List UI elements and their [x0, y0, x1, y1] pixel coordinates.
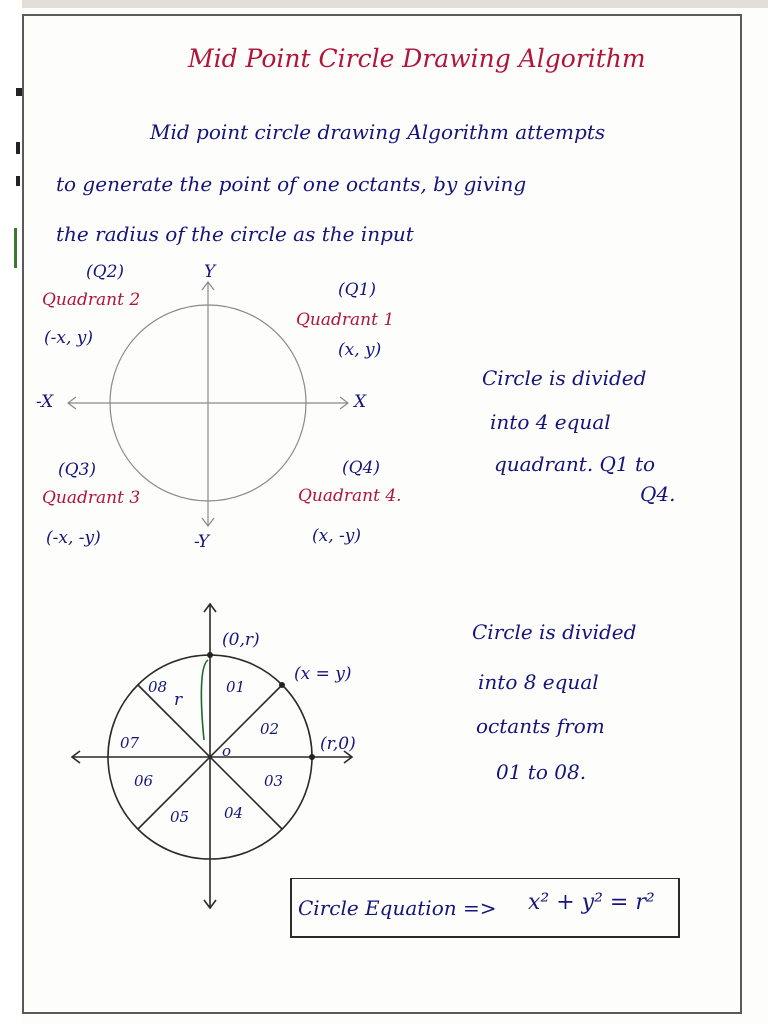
q1-coord: (x, y)	[338, 340, 382, 360]
q2-code: (Q2)	[86, 262, 125, 282]
axis-neg-y-label: -Y	[194, 532, 210, 552]
equation-label: Circle Equation =>	[298, 896, 497, 920]
octant-label-05: 05	[170, 808, 190, 826]
intro-line-1: Mid point circle drawing Algorithm attempts	[150, 120, 606, 144]
radius-label: r	[174, 690, 183, 710]
quadrant-note-line-3: quadrant. Q1 to	[494, 452, 656, 476]
axis-x-label: X	[354, 392, 367, 412]
point-diagonal	[279, 682, 285, 688]
q1-name: Quadrant 1	[296, 310, 395, 330]
q3-coord: (-x, -y)	[46, 528, 101, 548]
equation-formula: x² + y² = r²	[528, 890, 655, 915]
q3-code: (Q3)	[58, 460, 97, 480]
q4-name: Quadrant 4.	[298, 486, 402, 506]
quadrant-note-line-1: Circle is divided	[482, 366, 647, 390]
quadrant-note-line-2: into 4 equal	[490, 410, 611, 434]
octant-note-line-2: into 8 equal	[478, 670, 599, 694]
octant-note-line-3: octants from	[476, 714, 605, 738]
q4-coord: (x, -y)	[312, 526, 362, 546]
point-top	[207, 652, 213, 658]
q1-code: (Q1)	[338, 280, 377, 300]
octant-label-07: 07	[120, 734, 140, 752]
radius-brace	[201, 660, 208, 740]
q4-code: (Q4)	[342, 458, 381, 478]
axis-neg-x-label: -X	[36, 392, 54, 412]
octant-label-02: 02	[260, 720, 280, 738]
page-title: Mid Point Circle Drawing Algorithm	[188, 44, 646, 73]
q2-coord: (-x, y)	[44, 328, 94, 348]
octant-note-line-1: Circle is divided	[472, 620, 637, 644]
octant-note-line-4: 01 to 08.	[496, 760, 587, 784]
quadrant-note-line-4: Q4.	[640, 482, 676, 506]
q3-name: Quadrant 3	[42, 488, 141, 508]
axis-y-label: Y	[204, 262, 216, 282]
octant-label-03: 03	[264, 772, 284, 790]
origin-label: o	[222, 742, 232, 760]
right-point-label: (r,0)	[320, 734, 356, 754]
intro-line-2: to generate the point of one octants, by giving	[56, 172, 527, 196]
intro-line-3: the radius of the circle as the input	[56, 222, 414, 246]
point-right	[309, 754, 315, 760]
diagonal-point-label: (x = y)	[294, 664, 352, 684]
octant-label-08: 08	[148, 678, 168, 696]
octant-label-04: 04	[224, 804, 244, 822]
octant-label-01: 01	[226, 678, 246, 696]
q2-name: Quadrant 2	[42, 290, 141, 310]
octant-label-06: 06	[134, 772, 154, 790]
top-point-label: (0,r)	[222, 630, 260, 650]
